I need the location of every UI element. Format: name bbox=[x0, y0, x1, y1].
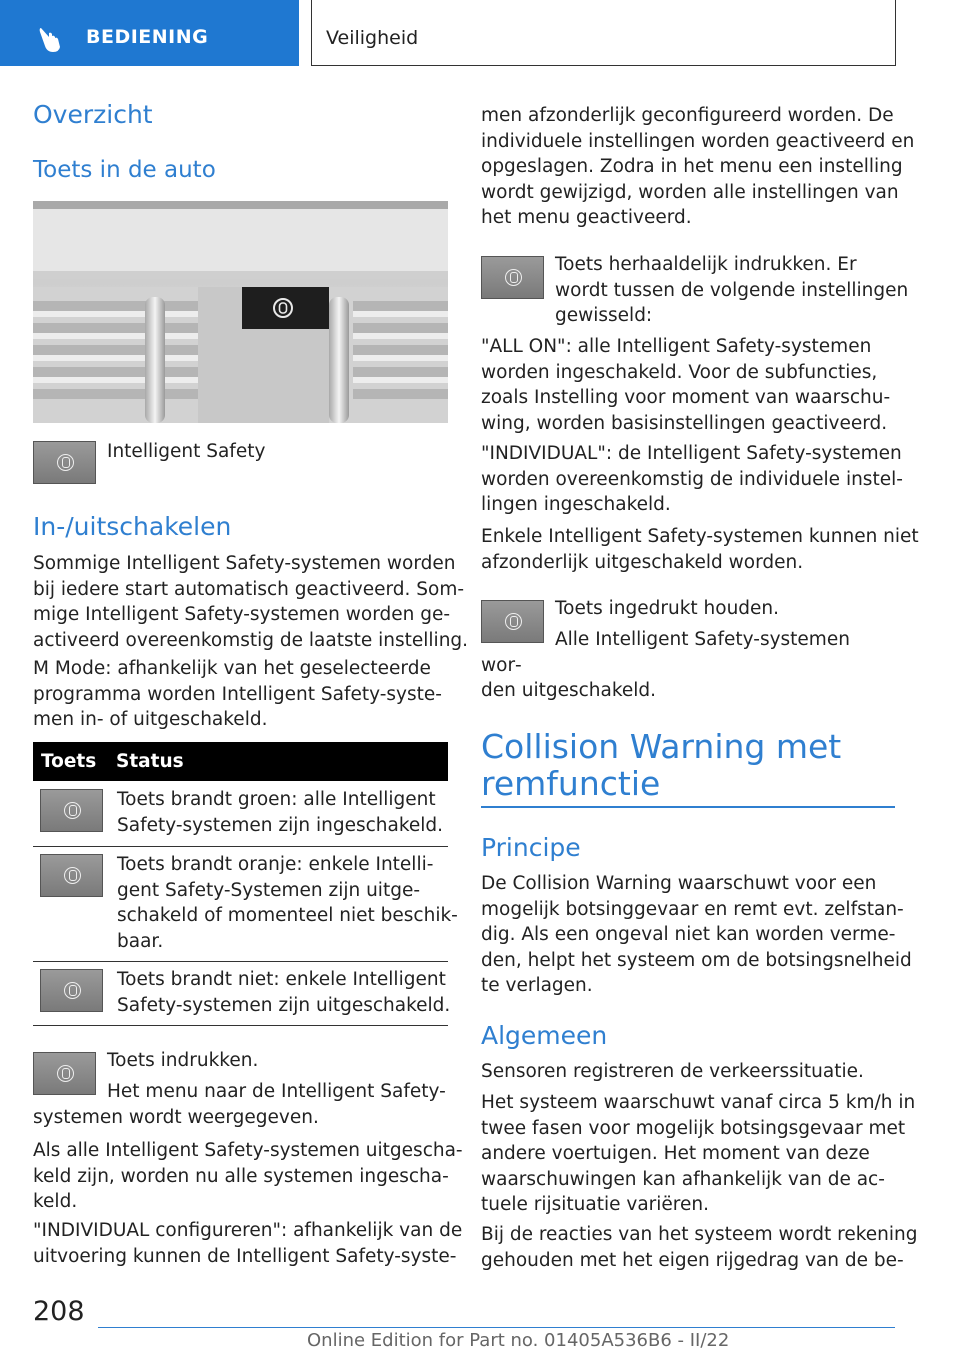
heading-in-uitschakelen: In-/uitschakelen bbox=[33, 512, 232, 541]
paragraph-continued: men afzonderlijk geconfigureerd worden. De individuele instellingen worden geactiveerd en opgeslagen. Zodra in het menu een instelling wordt gewijzigd, worden alle instellingen van het menu geactiveerd. bbox=[481, 105, 915, 228]
table-row: Toets brandt oranje: enkele Intelli‐ gent Safety-Systemen zijn uitge‐ schakeld of momenteel niet beschik‐ baar. bbox=[117, 854, 458, 952]
table-header bbox=[33, 742, 448, 781]
section-header bbox=[311, 0, 896, 66]
table-header-toets: Toets bbox=[41, 751, 97, 772]
pointing-hand-icon bbox=[36, 24, 66, 54]
instruction-press-result: Het menu naar de Intelligent Safety- systemen wordt weergegeven. bbox=[33, 1081, 446, 1128]
heading-collision-warning: Collision Warning met remfunctie bbox=[481, 727, 842, 803]
paragraph-als-alle: Als alle Intelligent Safety-systemen uitgescha‐ keld zijn, worden nu alle systemen ingescha‐ keld. bbox=[33, 1140, 463, 1212]
button-orange-icon bbox=[40, 854, 103, 897]
paragraph-individual: "INDIVIDUAL": de Intelligent Safety-systemen worden overeenkomstig de individuele instel‐ lingen ingeschakeld. bbox=[481, 443, 903, 515]
heading-overzicht: Overzicht bbox=[33, 100, 153, 129]
section-label: Veiligheid bbox=[326, 27, 419, 49]
button-off-icon bbox=[40, 969, 103, 1012]
chapter-tab[interactable] bbox=[0, 0, 299, 66]
paragraph-principe: De Collision Warning waarschuwt voor een mogelijk botsinggevaar en remt evt. zelfstan‐ dig. Als een ongeval niet kan worden verme‐ den, helpt het systeem om de botsingsnelheid te verlagen. bbox=[481, 873, 912, 996]
table-divider bbox=[33, 961, 448, 962]
intelligent-safety-button-icon bbox=[481, 256, 544, 299]
table-row: Toets brandt niet: enkele Intelligent Safety-systemen zijn uitgeschakeld. bbox=[117, 969, 451, 1016]
paragraph-individual-configureren: "INDIVIDUAL configureren": afhankelijk van de uitvoering kunnen de Intelligent Safety-syste‐ bbox=[33, 1220, 463, 1267]
intelligent-safety-button-icon bbox=[33, 441, 96, 484]
heading-principe: Principe bbox=[481, 833, 581, 862]
paragraph-all-on: "ALL ON": alle Intelligent Safety-systemen worden ingeschakeld. Voor de subfuncties, zoals Instelling voor moment van waarschu‐ wing, worden basisinstellingen geactiveerd. bbox=[481, 336, 891, 434]
chapter-label: BEDIENING bbox=[86, 26, 209, 48]
table-row: Toets brandt groen: alle Intelligent Safety-systemen zijn ingeschakeld. bbox=[117, 789, 444, 836]
dashboard-photo bbox=[33, 201, 448, 423]
paragraph-reacties: Bij de reacties van het systeem wordt rekening gehouden met het eigen rijgedrag van de be‐ bbox=[481, 1224, 918, 1271]
button-green-icon bbox=[40, 789, 103, 832]
instruction-hold-result: Alle Intelligent Safety-systemen wor‐ den uitgeschakeld. bbox=[481, 629, 850, 701]
heading-algemeen: Algemeen bbox=[481, 1021, 608, 1050]
heading-rule bbox=[481, 806, 895, 808]
footer-rule bbox=[98, 1327, 895, 1328]
paragraph-enkele: Enkele Intelligent Safety-systemen kunnen niet afzonderlijk uitgeschakeld worden. bbox=[481, 526, 919, 573]
instruction-press: Toets indrukken. bbox=[107, 1050, 259, 1071]
instruction-repeat: Toets herhaaldelijk indrukken. Er wordt tussen de volgende instellingen gewisseld: bbox=[555, 254, 909, 326]
paragraph-systeem: Het systeem waarschuwt vanaf circa 5 km/h in twee fasen voor mogelijk botsingsgevaar met andere voertuigen. Het moment van deze waarschuwingen kan afhankelijk van de ac‐ tuele rijsituatie variëren. bbox=[481, 1092, 916, 1215]
instruction-hold: Toets ingedrukt houden. bbox=[555, 598, 780, 619]
table-header-status: Status bbox=[116, 751, 184, 772]
page-number: 208 bbox=[33, 1296, 85, 1327]
heading-toets-in-de-auto: Toets in de auto bbox=[33, 157, 216, 183]
footer-edition: Online Edition for Part no. 01405A536B6 - II/22 bbox=[307, 1330, 730, 1351]
dashboard-vents-image bbox=[33, 201, 448, 423]
icon-caption: Intelligent Safety bbox=[107, 441, 266, 462]
table-divider bbox=[33, 846, 448, 847]
table-bottom-rule bbox=[33, 1025, 448, 1026]
paragraph-m-mode: M Mode: afhankelijk van het geselecteerde programma worden Intelligent Safety-syste‐ men in- of uitgeschakeld. bbox=[33, 658, 442, 730]
paragraph-sommige: Sommige Intelligent Safety-systemen worden bij iedere start automatisch geactiveerd. Som‐ mige Intelligent Safety-systemen worden ge‐ activeerd overeenkomstig de laatste instelling. bbox=[33, 553, 469, 651]
paragraph-sensoren: Sensoren registreren de verkeerssituatie. bbox=[481, 1061, 864, 1082]
